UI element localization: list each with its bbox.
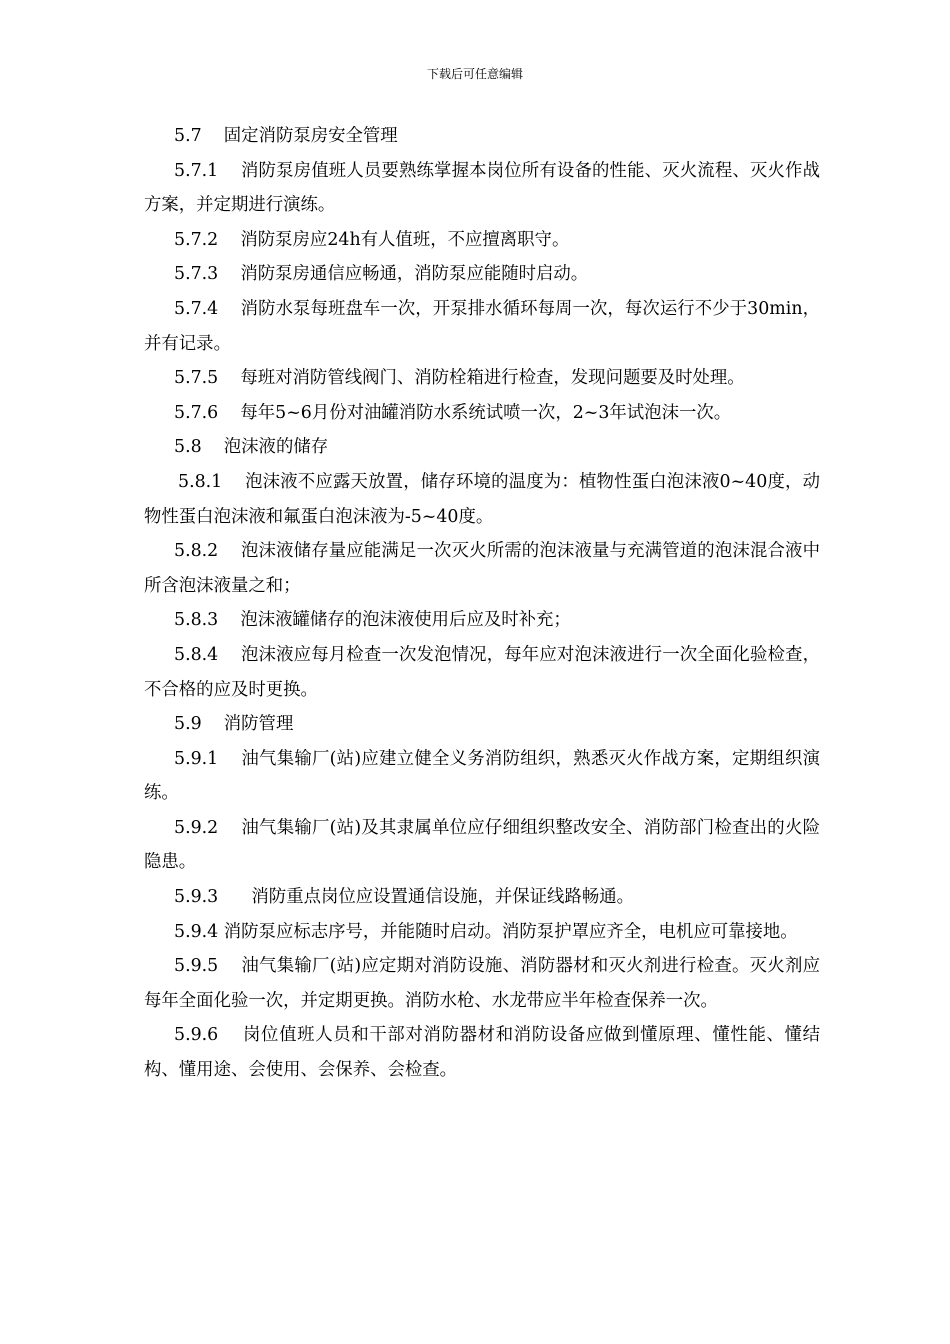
clause-5-7-3: 5.7.3 消防泵房通信应畅通，消防泵应能随时启动。 [174,264,589,285]
document-body [144,119,820,1088]
clause-5-8-4: 5.8.4 泡沫液应每月检查一次发泡情况，每年应对泡沫液进行一次全面化验检查，不合格的应及时更换。 [144,644,820,700]
clause-5-7-5: 5.7.5 每班对消防管线阀门、消防栓箱进行检查，发现问题要及时处理。 [174,368,745,389]
clause-5-9-6: 5.9.6 岗位值班人员和干部对消防器材和消防设备应做到懂原理、懂性能、懂结构、懂用途、会使用、会保养、会检查。 [144,1025,820,1081]
clause-5-8-2: 5.8.2 泡沫液储存量应能满足一次灭火所需的泡沫液量与充满管道的泡沫混合液中所含泡沫液量之和； [144,541,820,596]
clause-5-9-4: 5.9.4 消防泵应标志序号，并能随时启动。消防泵护罩应齐全，电机应可靠接地。 [174,921,798,942]
clause-5-8-3: 5.8.3 泡沫液罐储存的泡沫液使用后应及时补充； [174,610,571,631]
clause-5-9-3: 5.9.3 消防重点岗位应设置通信设施，并保证线路畅通。 [174,887,635,908]
clause-5-9-5: 5.9.5 油气集输厂(站)应定期对消防设施、消防器材和灭火剂进行检查。灭火剂应每年全面化验一次，并定期更换。消防水枪、水龙带应半年检查保养一次。 [144,956,820,1011]
page-header-note: 下载后可任意编辑 [426,67,523,81]
clause-5-7-6: 5.7.6 每年5~6月份对油罐消防水系统试喷一次，2~3年试泡沫一次。 [174,402,732,423]
clause-5-7-2: 5.7.2 消防泵房应24h有人值班，不应擅离职守。 [174,229,570,250]
section-heading-5-7: 5.7 固定消防泵房安全管理 [174,126,398,146]
section-heading-5-9: 5.9 消防管理 [174,714,294,735]
clause-5-7-1: 5.7.1 消防泵房值班人员要熟练掌握本岗位所有设备的性能、灭火流程、灭火作战方案，并定期进行演练。 [144,160,820,216]
clause-5-9-1: 5.9.1 油气集输厂(站)应建立健全义务消防组织，熟悉灭火作战方案，定期组织演练。 [144,748,820,804]
clause-5-8-1: 5.8.1 泡沫液不应露天放置，储存环境的温度为：植物性蛋白泡沫液0~40度，动物性蛋白泡沫液和氟蛋白泡沫液为-5~40度。 [144,471,820,527]
clause-5-9-2: 5.9.2 油气集输厂(站)及其隶属单位应仔细组织整改安全、消防部门检查出的火险隐患。 [144,817,820,873]
section-heading-5-8: 5.8 泡沫液的储存 [174,437,329,458]
clause-5-7-4: 5.7.4 消防水泵每班盘车一次，开泵排水循环每周一次，每次运行不少于30min，并有记录。 [144,298,820,354]
